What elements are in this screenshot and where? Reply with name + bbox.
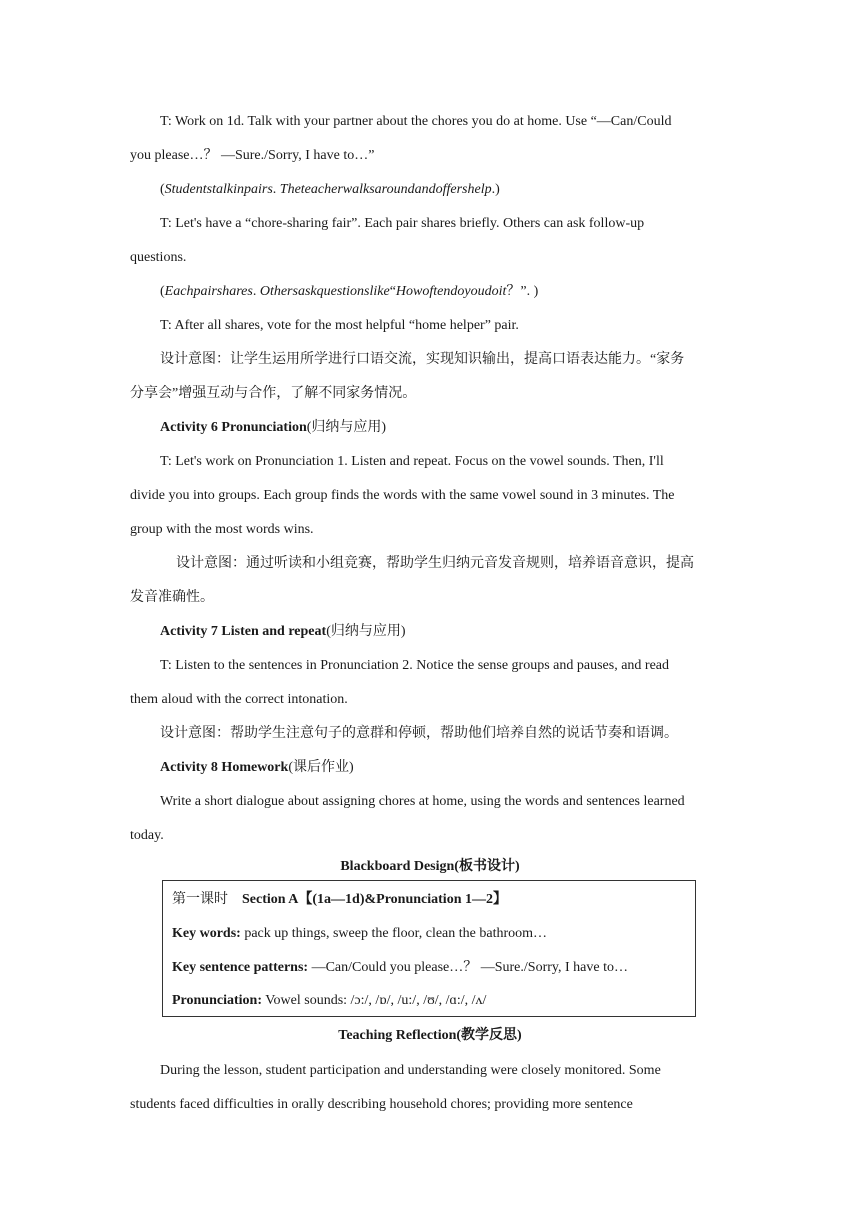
reflection-title: Teaching Reflection(教学反思): [338, 1028, 522, 1043]
paren-open: (: [160, 284, 165, 299]
keywords-text: pack up things, sweep the floor, clean the bathroom…: [240, 926, 548, 941]
blackboard-box: [162, 880, 696, 1017]
note-italic-2: Theteacherwalksaroundandoffershelp: [279, 182, 492, 197]
activity8-title: Activity 8 Homework: [160, 760, 289, 775]
sharing-fair-line2: questions.: [130, 250, 187, 265]
activity7-intent: 设计意图：帮助学生注意句子的意群和停顿，帮助他们培养自然的说话节奏和语调。: [160, 726, 678, 741]
pronunciation-text: Vowel sounds: /ɔ:/, /ɒ/, /u:/, /ʊ/, /ɑ:/, /ʌ/: [261, 993, 487, 1008]
activity8-line1: Write a short dialogue about assigning chores at home, using the words and sentences learned: [160, 794, 685, 809]
activity6-tag: (归纳与应用): [306, 420, 387, 435]
lesson-label: 第一课时: [172, 892, 228, 907]
design-intent-line1: 设计意图：让学生运用所学进行口语交流，实现知识输出，提高口语表达能力。“家务: [160, 352, 685, 367]
reflection-line1: During the lesson, student participation and understanding were closely monitored. Some: [160, 1063, 661, 1078]
activity6-intent-line2: 发音准确性。: [130, 590, 214, 605]
vote-instruction: T: After all shares, vote for the most helpful “home helper” pair.: [160, 318, 519, 333]
student-action-note: [160, 181, 500, 199]
note-italic-3: Howoftendoyoudoit: [395, 284, 507, 299]
activity8-heading: [160, 759, 354, 777]
blackboard-row-patterns: [172, 959, 628, 977]
activity8-tag: (课后作业): [288, 760, 354, 775]
paren-open: (: [160, 182, 165, 197]
blackboard-title: Blackboard Design(板书设计): [340, 859, 520, 874]
note-italic-1: Studentstalkinpairs: [164, 182, 273, 197]
activity7-tag: (归纳与应用): [326, 624, 406, 639]
note-end: .): [491, 182, 500, 197]
activity6-heading: [160, 419, 386, 437]
activity8-line2: today.: [130, 828, 164, 843]
note-sep: .: [272, 182, 280, 197]
patterns-text: —Can/Could you please…？ —Sure./Sorry, I have to…: [308, 960, 628, 975]
reflection-line2: students faced difficulties in orally describing household chores; providing more sentence: [130, 1097, 633, 1112]
pair-share-note: [160, 283, 538, 301]
activity6-intent-line1: 设计意图：通过听读和小组竞赛，帮助学生归纳元音发音规则，培养语音意识，提高: [176, 556, 694, 571]
activity7-heading: [160, 623, 406, 641]
pronunciation-label: Pronunciation:: [172, 993, 262, 1008]
activity6-line3: group with the most words wins.: [130, 522, 314, 537]
keywords-label: Key words:: [172, 926, 241, 941]
blackboard-row-pronunciation: [172, 992, 486, 1010]
activity6-line2: divide you into groups. Each group finds the words with the same vowel sound in 3 minutes. The: [130, 488, 675, 503]
activity7-title: Activity 7 Listen and repeat: [160, 624, 327, 639]
section-label: Section A【(1a—1d)&Pronunciation 1—2】: [242, 892, 507, 907]
activity6-line1: T: Let's work on Pronunciation 1. Listen and repeat. Focus on the vowel sounds. Then, I'll: [160, 454, 664, 469]
activity7-line1: T: Listen to the sentences in Pronunciation 2. Notice the sense groups and pauses, and read: [160, 658, 670, 673]
note-italic-1: Eachpairshares: [164, 284, 253, 299]
note-italic-2: Othersaskquestionslike: [259, 284, 390, 299]
patterns-label: Key sentence patterns:: [172, 960, 309, 975]
sharing-fair-line1: T: Let's have a “chore-sharing fair”. Each pair shares briefly. Others can ask follow-up: [160, 216, 645, 231]
note-quote: “: [389, 284, 396, 299]
activity7-line2: them aloud with the correct intonation.: [130, 692, 348, 707]
note-end: ？”. ): [506, 284, 539, 299]
dialogue-instruction-line2: you please…？ —Sure./Sorry, I have to…”: [130, 148, 375, 163]
activity6-title: Activity 6 Pronunciation: [160, 420, 307, 435]
dialogue-instruction-line1: T: Work on 1d. Talk with your partner about the chores you do at home. Use “—Can/Could: [160, 114, 672, 129]
design-intent-line2: 分享会”增强互动与合作，了解不同家务情况。: [130, 386, 417, 401]
note-sep: .: [252, 284, 260, 299]
blackboard-row-section: [172, 891, 507, 909]
blackboard-row-keywords: [172, 925, 547, 943]
